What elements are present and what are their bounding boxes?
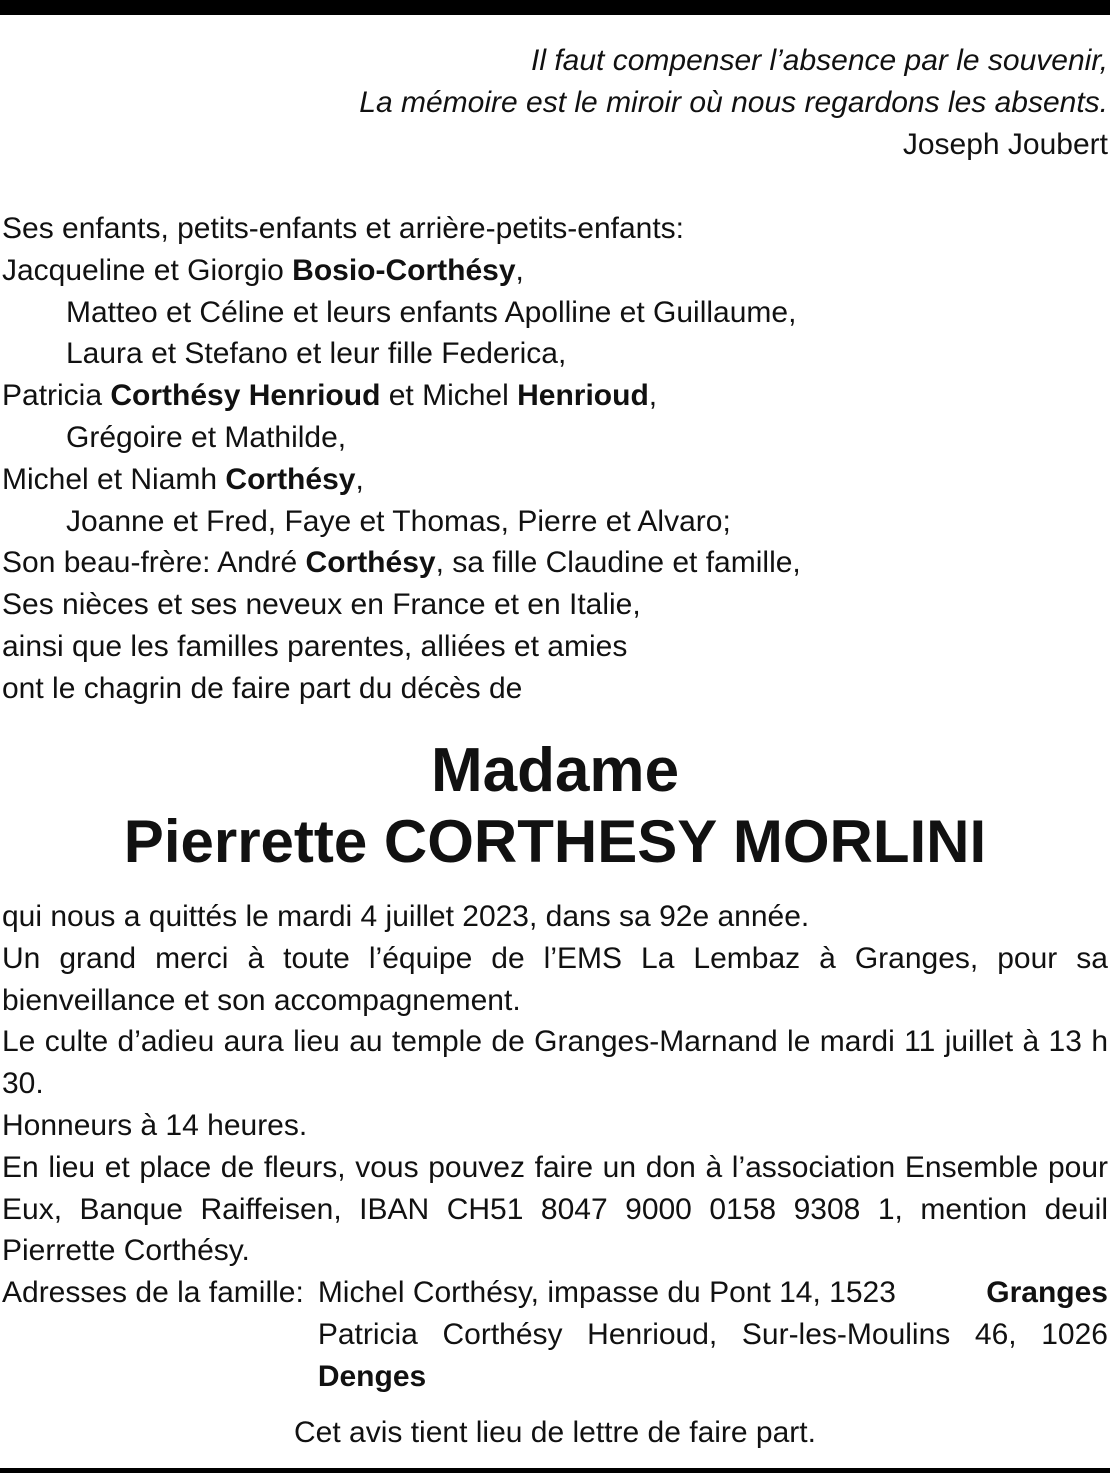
- family-name-suffix: , sa fille Claudine et famille,: [435, 546, 801, 580]
- grandchildren-entry: Matteo et Céline et leurs enfants Apolline et Guillaume,: [66, 295, 797, 329]
- family-surname: Corthésy: [225, 462, 356, 496]
- relatives-line: ainsi que les familles parentes, alliées et amies: [2, 629, 628, 663]
- family-name-prefix: Jacqueline et Giorgio: [2, 253, 293, 287]
- honours-line: Honneurs à 14 heures.: [2, 1108, 308, 1142]
- epigraph: [359, 40, 1108, 166]
- grandchildren-entry: Joanne et Fred, Faye et Thomas, Pierre et Alvaro;: [66, 504, 731, 538]
- grandchildren-entry: Grégoire et Mathilde,: [66, 420, 347, 454]
- family-name-suffix: ,: [515, 253, 524, 287]
- address-entry: [318, 1272, 1108, 1314]
- deceased-name: Pierrette CORTHESY MORLINI: [123, 808, 987, 875]
- relatives-line: Ses nièces et ses neveux en France et en Italie,: [2, 588, 641, 622]
- family-name-prefix: Patricia: [2, 379, 111, 413]
- notice-details: [2, 896, 1108, 1398]
- service-paragraph: Le culte d’adieu aura lieu au temple de Granges-Marnand le mardi 11 juillet à 13 h 30.: [2, 1025, 1108, 1101]
- family-entry: [2, 542, 1108, 584]
- family-entry: [2, 375, 1108, 417]
- deceased-name-block: [0, 736, 1110, 878]
- family-name-prefix: Son beau-frère: André: [2, 546, 306, 580]
- address-entry: [318, 1314, 1108, 1398]
- family-intro: Ses enfants, petits-enfants et arrière-petits-enfants:: [2, 212, 685, 245]
- epigraph-author: Joseph Joubert: [902, 128, 1108, 161]
- family-entry: [2, 459, 1108, 501]
- family-name-middle: et Michel: [380, 379, 518, 413]
- family-entry: [2, 250, 1108, 292]
- family-name-suffix: ,: [355, 462, 364, 496]
- death-line: qui nous a quittés le mardi 4 juillet 2023, dans sa 92e année.: [2, 900, 810, 933]
- address-town: Granges: [986, 1276, 1108, 1310]
- bottom-rule: [0, 1468, 1110, 1473]
- family-list: [2, 208, 1108, 710]
- family-surname: Corthésy: [305, 546, 436, 580]
- deceased-title: Madame: [430, 736, 680, 805]
- address-town: Denges: [317, 1359, 427, 1393]
- family-name-suffix: ,: [648, 379, 658, 413]
- family-addresses: [2, 1272, 1108, 1397]
- addresses-label: Adresses de la famille:: [2, 1276, 304, 1310]
- family-surname: Corthésy Henrioud: [110, 379, 381, 413]
- family-surname: Bosio-Corthésy: [292, 253, 516, 287]
- epigraph-line-2: La mémoire est le miroir où nous regardons les absents.: [359, 86, 1108, 119]
- thanks-paragraph: Un grand merci à toute l’équipe de l’EMS La Lembaz à Granges, pour sa bienveillance et son accompagnement.: [2, 941, 1108, 1017]
- address-text: Patricia Corthésy Henrioud, Sur-les-Moulins 46, 1026: [317, 1317, 1108, 1351]
- family-name-prefix: Michel et Niamh: [2, 462, 226, 496]
- epigraph-line-1: Il faut compenser l’absence par le souvenir,: [531, 44, 1108, 77]
- donation-paragraph: En lieu et place de fleurs, vous pouvez faire un don à l’association Ensemble pour Eux, Banque Raiffeisen, IBAN CH51 8047 9000 0158 9308 1, mention deuil Pierrette Corthésy.: [2, 1150, 1108, 1268]
- grandchildren-entry: Laura et Stefano et leur fille Federica,: [66, 337, 567, 371]
- family-surname: Henrioud: [517, 379, 649, 413]
- closing-note: Cet avis tient lieu de lettre de faire part.: [294, 1416, 816, 1449]
- address-text: Michel Corthésy, impasse du Pont 14, 1523: [317, 1276, 896, 1310]
- addresses-list: [318, 1272, 1108, 1397]
- announcement-line: ont le chagrin de faire part du décès de: [2, 671, 523, 705]
- top-rule: [0, 0, 1110, 15]
